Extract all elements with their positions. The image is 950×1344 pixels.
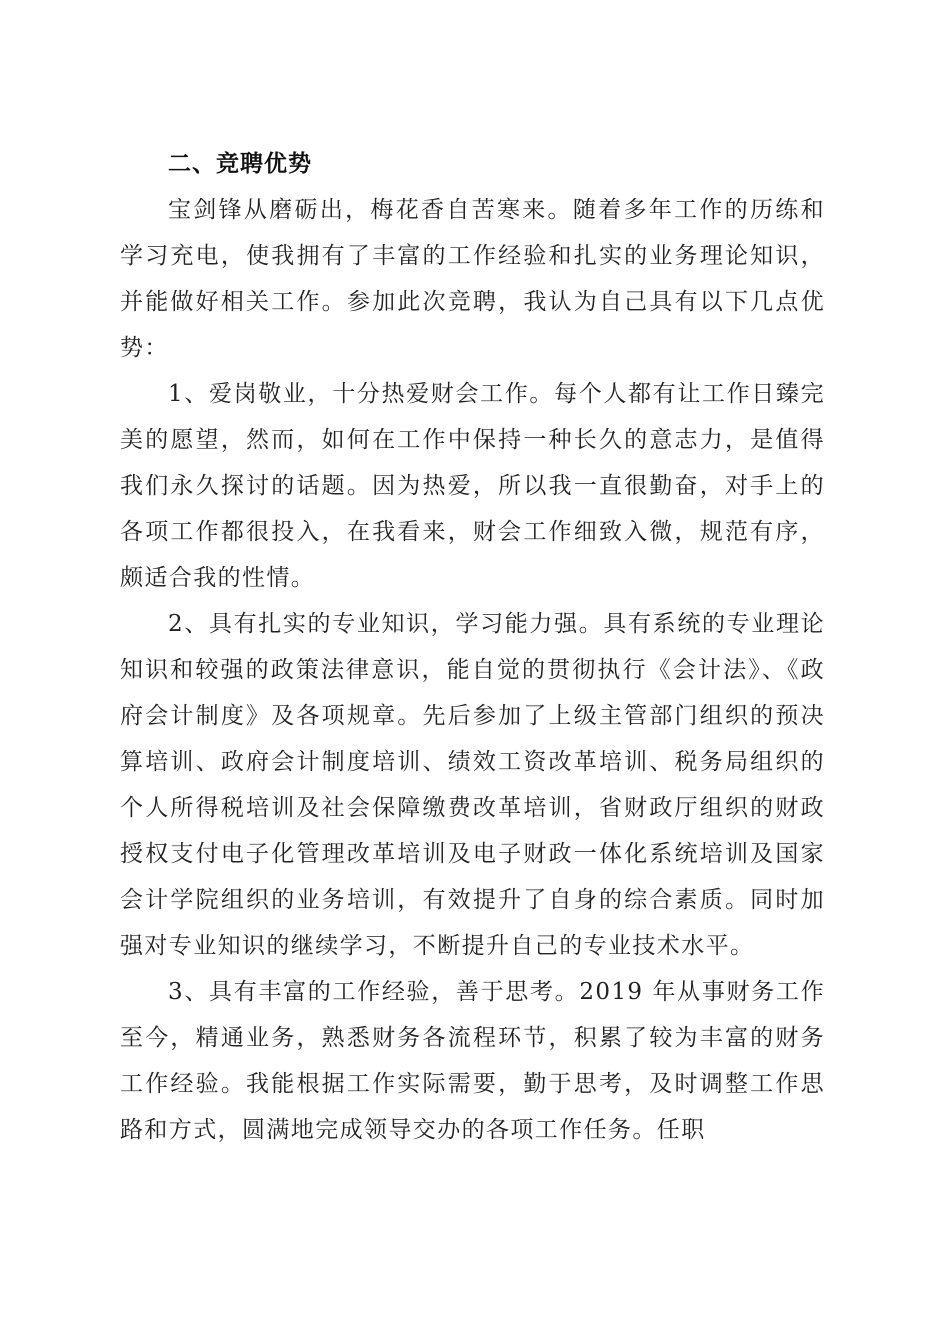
intro-paragraph: 宝剑锋从磨砺出，梅花香自苦寒来。随着多年工作的历练和学习充电，使我拥有了丰富的工作经验和扎实的业务理论知识，并能做好相关工作。参加此次竞聘，我认为自己具有以下几点优势： <box>120 197 825 361</box>
section-heading: 二、竞聘优势 <box>168 151 312 177</box>
advantage-paragraph-1: 1、爱岗敬业，十分热爱财会工作。每个人都有让工作日臻完美的愿望，然而，如何在工作中保持一种长久的意志力，是值得我们永久探讨的话题。因为热爱，所以我一直很勤奋，对手上的各项工作都很投入，在我看来，财会工作细致入微，规范有序，颇适合我的性情。 <box>120 381 825 591</box>
advantage-paragraph-3: 3、具有丰富的工作经验，善于思考。2019 年从事财务工作至今，精通业务，熟悉财务各流程环节，积累了较为丰富的财务工作经验。我能根据工作实际需要，勤于思考，及时调整工作思路和方式，圆满地完成领导交办的各项工作任务。任职 <box>120 979 825 1143</box>
advantage-paragraph-2: 2、具有扎实的专业知识，学习能力强。具有系统的专业理论知识和较强的政策法律意识，能自觉的贯彻执行《会计法》、《政府会计制度》及各项规章。先后参加了上级主管部门组织的预决算培训、政府会计制度培训、绩效工资改革培训、税务局组织的个人所得税培训及社会保障缴费改革培训，省财政厅组织的财政授权支付电子化管理改革培训及电子财政一体化系统培训及国家会计学院组织的业务培训，有效提升了自身的综合素质。同时加强对专业知识的继续学习，不断提升自己的专业技术水平。 <box>120 611 825 959</box>
document-body <box>120 141 825 1153</box>
